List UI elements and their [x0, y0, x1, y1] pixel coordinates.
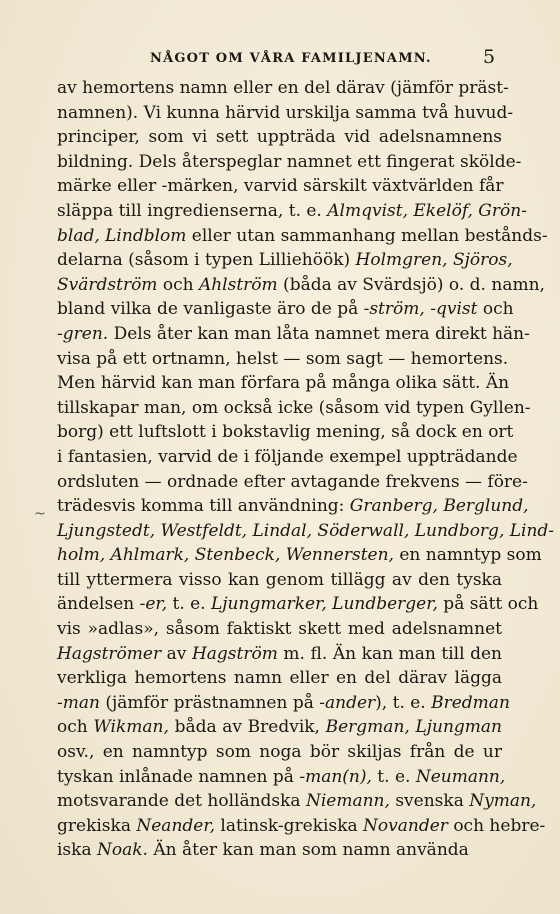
- italic-name: Novander: [363, 815, 448, 836]
- text-run: och hebre-: [447, 815, 546, 836]
- text-line: [57, 396, 531, 421]
- text-line: [57, 543, 542, 568]
- text-line: [57, 470, 528, 495]
- italic-name: Bredman: [431, 692, 510, 713]
- italic-name: Neander,: [136, 815, 215, 836]
- text-run: tillskapar man, om också icke (såsom vid typen Gyllen-: [57, 397, 531, 418]
- text-run: svenska: [389, 791, 470, 812]
- text-run: delarna (såsom i typen Lilliehöök): [57, 250, 356, 271]
- italic-name: -man: [57, 692, 100, 713]
- text-run: motsvarande det holländska: [57, 791, 306, 812]
- italic-name: Niemann,: [305, 791, 390, 812]
- text-line: [57, 224, 548, 249]
- italic-name: -man(n),: [299, 766, 372, 787]
- text-line: [57, 519, 555, 544]
- text-run: märke eller -märken, varvid särskilt växtvärlden får: [57, 176, 504, 197]
- text-run: bildning. Dels återspeglar namnet ett fingerat skölde-: [57, 151, 522, 172]
- text-run: t. e.: [167, 594, 211, 615]
- italic-name: Holmgren, Sjöros,: [355, 250, 513, 271]
- text-run: (båda av Svärdsjö) o. d. namn,: [277, 274, 545, 295]
- text-run: till yttermera visso kan genom tillägg av den tyska: [57, 569, 502, 590]
- text-line: [57, 347, 509, 372]
- text-run: borg) ett luftslott i bokstavlig mening, så dock en ort: [57, 422, 514, 443]
- text-line: [57, 691, 510, 716]
- text-line: [57, 371, 510, 396]
- text-line: [57, 715, 502, 740]
- text-line: [57, 445, 518, 470]
- text-line: [57, 666, 502, 691]
- text-line: [57, 101, 514, 126]
- text-run: av hemortens namn eller en del därav (jämför präst-: [57, 78, 509, 98]
- text-run: grekiska: [57, 815, 137, 836]
- italic-name: Ljungmarker, Lundberger,: [211, 594, 438, 615]
- text-run: båda av Bredvik,: [168, 717, 326, 738]
- text-line: [57, 765, 506, 790]
- text-line: [57, 592, 539, 617]
- text-line: [57, 814, 546, 839]
- text-run: och: [157, 274, 199, 295]
- italic-name: -ander: [319, 692, 376, 713]
- text-run: namnen). Vi kunna härvid urskilja samma två huvud-: [57, 102, 514, 123]
- text-run: ändelsen: [57, 594, 140, 615]
- text-line: [57, 568, 502, 593]
- italic-name: blad, Lindblom: [57, 225, 187, 246]
- text-run: Än åter kan man som namn använda: [147, 840, 469, 861]
- text-run: osv., en namntyp som noga bör skiljas från de ur: [57, 742, 502, 763]
- text-run: tyskan inlånade namnen på: [57, 766, 300, 787]
- italic-name: Almqvist, Ekelöf, Grön-: [327, 200, 527, 221]
- text-run: en namntyp som: [393, 545, 542, 566]
- page-number: 5: [483, 46, 496, 68]
- text-run: vis »adlas», såsom faktiskt skett med adelsnamnet: [57, 619, 502, 640]
- text-line: [57, 838, 502, 863]
- text-run: m. fl. Än kan man till den: [277, 643, 502, 664]
- italic-name: Wikman,: [93, 717, 169, 738]
- text-run: Men härvid kan man förfara på många olika sätt. Än: [57, 373, 510, 394]
- text-line: [57, 273, 545, 298]
- text-run: bland vilka de vanligaste äro de på: [57, 299, 364, 320]
- text-line: [57, 248, 513, 273]
- body-text: [57, 76, 555, 863]
- text-run: trädesvis komma till användning:: [57, 496, 350, 517]
- text-run: visa på ett ortnamn, helst — som sagt — hemortens.: [57, 348, 509, 369]
- text-run: släppa till ingredienserna, t. e.: [57, 200, 328, 221]
- italic-name: -gren.: [57, 323, 109, 344]
- text-line: [57, 199, 527, 224]
- text-line: [57, 617, 502, 642]
- text-run: ordsluten — ordnade efter avtagande frekvens — före-: [57, 471, 528, 492]
- text-line: [57, 322, 530, 347]
- text-line: [57, 174, 502, 199]
- italic-name: -er,: [139, 594, 168, 615]
- running-head: NÅGOT OM VÅRA FAMILJENAMN.: [150, 51, 432, 66]
- text-run: verkliga hemortens namn eller en del därav lägga: [57, 668, 502, 689]
- text-run: Dels åter kan man låta namnet mera direkt hän-: [108, 323, 530, 344]
- italic-name: Ljungstedt, Westfeldt, Lindal, Söderwall, Lundborg, Lind-: [57, 520, 555, 541]
- text-line: [57, 789, 537, 814]
- text-line: [57, 740, 502, 765]
- text-run: av: [161, 643, 192, 664]
- text-run: och: [477, 299, 514, 320]
- text-line: [57, 297, 514, 322]
- margin-pencil-mark: ~: [34, 506, 46, 522]
- italic-name: Neumann,: [415, 766, 506, 787]
- text-run: principer, som vi sett uppträda vid adelsnamnens: [57, 127, 502, 148]
- text-run: eller utan sammanhang mellan bestånds-: [186, 225, 548, 246]
- text-line: [57, 76, 509, 101]
- italic-name: Noak.: [97, 840, 148, 861]
- italic-name: Ahlström: [198, 274, 278, 295]
- italic-name: Hagström: [191, 643, 278, 664]
- page-header: [0, 46, 560, 70]
- text-run: på sätt och: [437, 594, 539, 615]
- text-line: [57, 494, 529, 519]
- italic-name: Nyman,: [469, 791, 537, 812]
- text-run: latinsk-grekiska: [215, 815, 364, 836]
- text-run: t. e.: [371, 766, 416, 787]
- text-run: ), t. e.: [375, 692, 432, 713]
- italic-name: Granberg, Berglund,: [349, 496, 529, 517]
- text-run: i fantasien, varvid de i följande exempel uppträdande: [57, 446, 518, 467]
- text-line: [57, 642, 502, 667]
- italic-name: Hagströmer: [57, 643, 162, 664]
- italic-name: -ström, -qvist: [363, 299, 478, 320]
- text-run: och: [57, 717, 94, 738]
- italic-name: Bergman, Ljungman: [325, 717, 502, 738]
- text-line: [57, 420, 514, 445]
- text-run: (jämför prästnamnen på: [99, 692, 320, 713]
- text-line: [57, 150, 522, 175]
- text-line: [57, 125, 502, 150]
- text-run: iska: [57, 840, 98, 861]
- italic-name: Svärdström: [57, 274, 158, 295]
- italic-name: holm, Ahlmark, Stenbeck, Wennersten,: [57, 545, 394, 566]
